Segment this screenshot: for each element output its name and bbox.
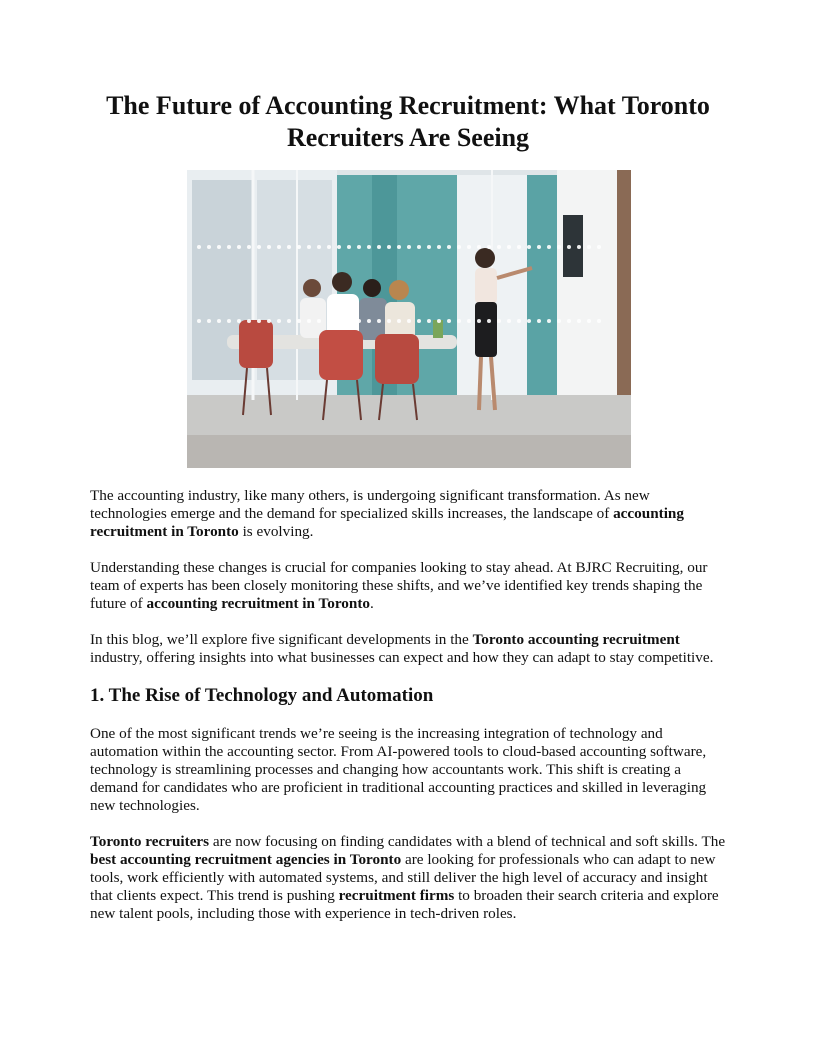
text-run: One of the most significant trends we’re seeing is the increasing integration of technology and automation within the accounting sector. From AI-powered tools to cloud-based accounting software, technology is streamlining processes and changing how accountants work. This shift is creating a demand for candidates who are proficient in traditional accounting practices and skilled in leveraging new technologies.	[90, 725, 707, 814]
keyword-link: recruitment firms	[338, 887, 455, 904]
article-body	[90, 487, 730, 941]
text-run: In this blog, we’ll explore five significant developments in the	[90, 631, 473, 648]
intro-paragraph-1	[90, 487, 730, 541]
text-run: .	[369, 595, 374, 612]
page-title: The Future of Accounting Recruitment: What Toronto Recruiters Are Seeing	[106, 91, 710, 152]
text-run: is evolving.	[238, 523, 314, 540]
text-run: are now focusing on finding candidates with a blend of technical and soft skills. The	[209, 833, 726, 850]
section-heading: 1. The Rise of Technology and Automation	[90, 685, 434, 706]
text-run: to broaden their search criteria and explore new talent pools, including those with experience in tech-driven roles.	[90, 887, 719, 922]
text-run: are looking for professionals who can adapt to new tools, work efficiently with automated systems, and still deliver the high level of accuracy and insight that clients expect. This trend is pushing	[90, 851, 716, 904]
office-meeting-illustration	[187, 170, 631, 468]
text-run: The accounting industry, like many others, is undergoing significant transformation. As new technologies emerge and the demand for specialized skills increases, the landscape of	[90, 487, 650, 522]
text-run: industry, offering insights into what businesses can expect and how they can adapt to stay competitive.	[90, 649, 714, 666]
keyword-link: Toronto recruiters	[90, 833, 210, 850]
text-run: Understanding these changes is crucial for companies looking to stay ahead. At BJRC Recruiting, our team of experts has been closely monitoring these shifts, and we’ve identified key trends shaping the future of	[90, 559, 708, 612]
section-paragraph-2	[90, 833, 730, 923]
section-paragraph-1	[90, 725, 730, 815]
office-meeting-photo	[187, 170, 631, 468]
keyword-link: best accounting recruitment agencies in Toronto	[90, 851, 402, 868]
keyword-link: Toronto accounting recruitment	[472, 631, 680, 648]
intro-paragraph-3	[90, 631, 730, 667]
intro-paragraph-2	[90, 559, 730, 613]
keyword-link: accounting recruitment in Toronto	[146, 595, 370, 612]
glass-dot-row-upper	[197, 245, 601, 249]
glass-dot-row-lower	[197, 319, 601, 323]
keyword-link: accounting recruitment in Toronto	[90, 505, 684, 540]
